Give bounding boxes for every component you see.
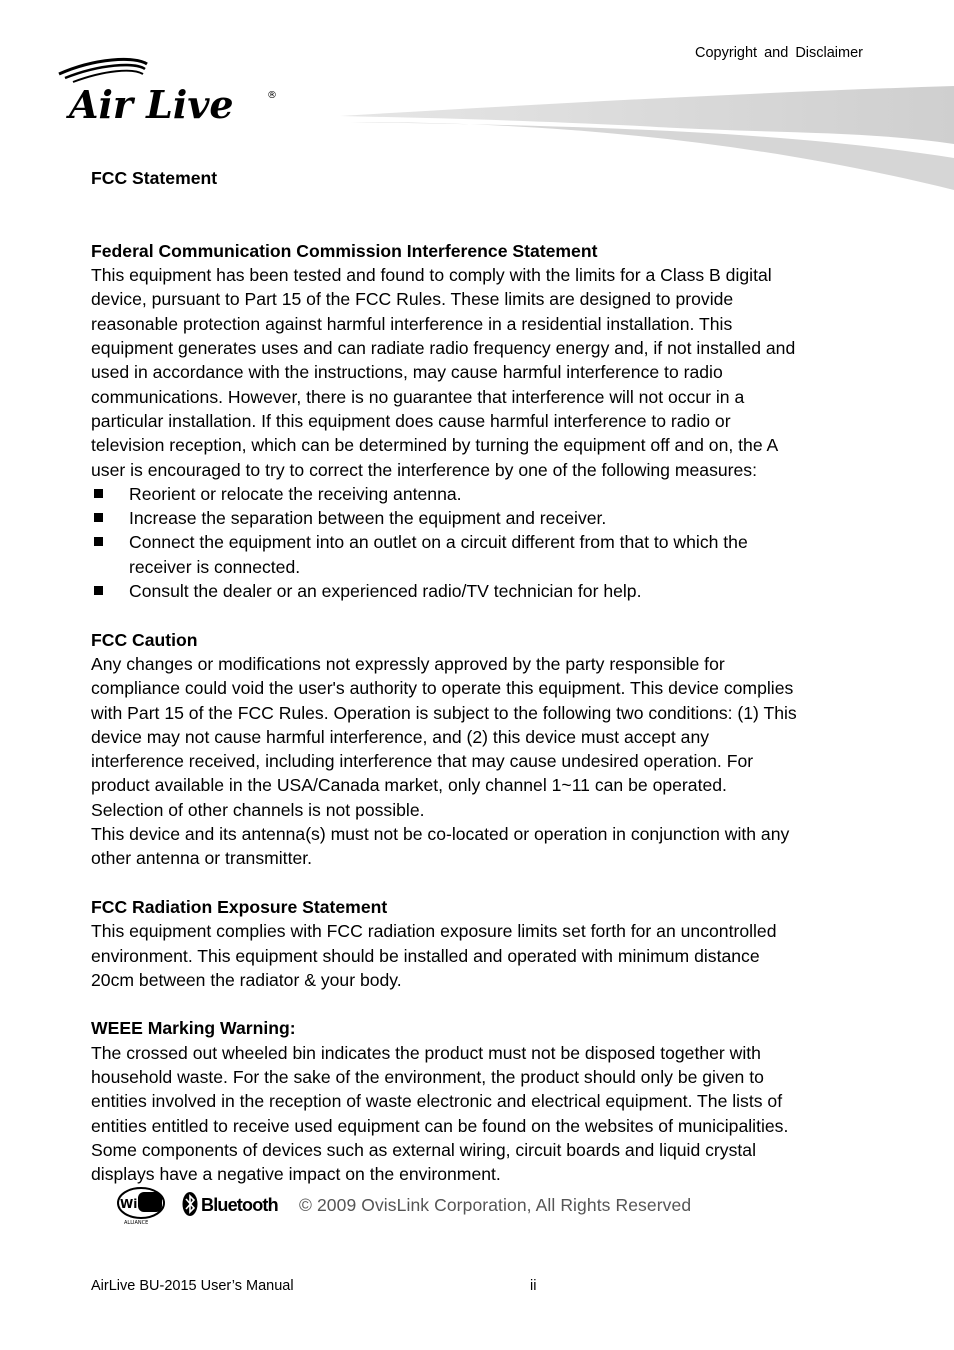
list-item-text: Reorient or relocate the receiving antenna. [129, 483, 462, 504]
interference-line: communications. However, there is no guarantee that interference will not occur in a [91, 386, 745, 407]
footer-page-number: ii [530, 1278, 537, 1294]
radiation-line: environment. This equipment should be installed and operated with minimum distance [91, 945, 760, 966]
footer-manual-title: AirLive BU-2015 User’s Manual [91, 1278, 294, 1294]
caution-line: other antenna or transmitter. [91, 848, 313, 869]
document-body [91, 166, 881, 1186]
copyright-notice: © 2009 OvisLink Corporation, All Rights Reserved [299, 1195, 692, 1215]
weee-line: entities involved in the reception of waste electronic and electrical equipment. The lists of [91, 1091, 783, 1112]
square-bullet-icon [94, 586, 103, 595]
weee-line: entities entitled to receive used equipment can be found on the websites of municipalities. [91, 1115, 789, 1136]
list-item-text: Connect the equipment into an outlet on a circuit different from that to which the [129, 532, 748, 553]
radiation-heading: FCC Radiation Exposure Statement [91, 896, 388, 917]
list-item [91, 579, 881, 603]
caution-line: Selection of other channels is not possible. [91, 799, 425, 820]
square-bullet-icon [94, 513, 103, 522]
wifi-alliance-logo [116, 1186, 168, 1226]
weee-line: Some components of devices such as external wiring, circuit boards and liquid crystal [91, 1139, 756, 1160]
fcc-statement-heading: FCC Statement [91, 168, 218, 188]
caution-line: Any changes or modifications not expressly approved by the party responsible for [91, 653, 725, 674]
caution-line: product available in the USA/Canada market, only channel 1~11 can be operated. [91, 775, 727, 796]
list-item-text: Increase the separation between the equipment and receiver. [129, 508, 607, 529]
wifi-logo-text: Wi Fi [120, 1197, 154, 1211]
wifi-logo-subtext: ALLIANCE [124, 1220, 149, 1226]
list-item-text: Consult the dealer or an experienced radio/TV technician for help. [129, 581, 642, 602]
list-item [91, 506, 881, 530]
interference-line: device, pursuant to Part 15 of the FCC Rules. These limits are designed to provide [91, 289, 734, 310]
header-section-title: Copyright and Disclaimer [695, 45, 863, 61]
square-bullet-icon [94, 489, 103, 498]
radiation-line: This equipment complies with FCC radiation exposure limits set forth for an uncontrolled [91, 921, 777, 942]
airlive-logo [55, 56, 285, 126]
interference-line: This equipment has been tested and found to comply with the limits for a Class B digital [91, 265, 772, 286]
certification-logos [116, 1186, 736, 1226]
caution-line: device may not cause harmful interference, and (2) this device must accept any [91, 726, 710, 747]
list-item [91, 482, 881, 506]
list-item [91, 530, 881, 579]
caution-line: with Part 15 of the FCC Rules. Operation is subject to the following two conditions: (1) This [91, 702, 797, 723]
caution-line: interference received, including interference that may cause undesired operation. For [91, 751, 754, 772]
radiation-line: 20cm between the radiator & your body. [91, 969, 402, 990]
interference-line: particular installation. If this equipment does cause harmful interference to radio or [91, 410, 731, 431]
list-item-text: receiver is connected. [129, 556, 301, 577]
interference-line: television reception, which can be determined by turning the equipment off and on, the A [91, 435, 779, 456]
caution-line: This device and its antenna(s) must not be co-located or operation in conjunction with any [91, 824, 790, 845]
logo-registered-mark: ® [267, 90, 277, 101]
interference-line: user is encouraged to try to correct the interference by one of the following measures: [91, 459, 757, 480]
logo-text: Air Live [69, 82, 234, 126]
weee-line: The crossed out wheeled bin indicates the product must not be disposed together with [91, 1042, 761, 1063]
interference-line: equipment generates uses and can radiate radio frequency energy and, if not installed and [91, 338, 796, 359]
weee-line: displays have a negative impact on the environment. [91, 1164, 501, 1185]
interference-line: reasonable protection against harmful interference in a residential installation. This [91, 313, 733, 334]
bluetooth-logo-text: Bluetooth [201, 1195, 278, 1215]
caution-line: compliance could void the user's authority to operate this equipment. This device complies [91, 678, 794, 699]
interference-line: used in accordance with the instructions, may cause harmful interference to radio [91, 362, 723, 383]
caution-heading: FCC Caution [91, 629, 198, 650]
bluetooth-logo [182, 1190, 284, 1220]
measures-list [91, 482, 881, 603]
square-bullet-icon [94, 537, 103, 546]
interference-heading: Federal Communication Commission Interference Statement [91, 240, 598, 261]
weee-heading: WEEE Marking Warning: [91, 1018, 296, 1039]
weee-line: household waste. For the sake of the environment, the product should only be given to [91, 1066, 764, 1087]
